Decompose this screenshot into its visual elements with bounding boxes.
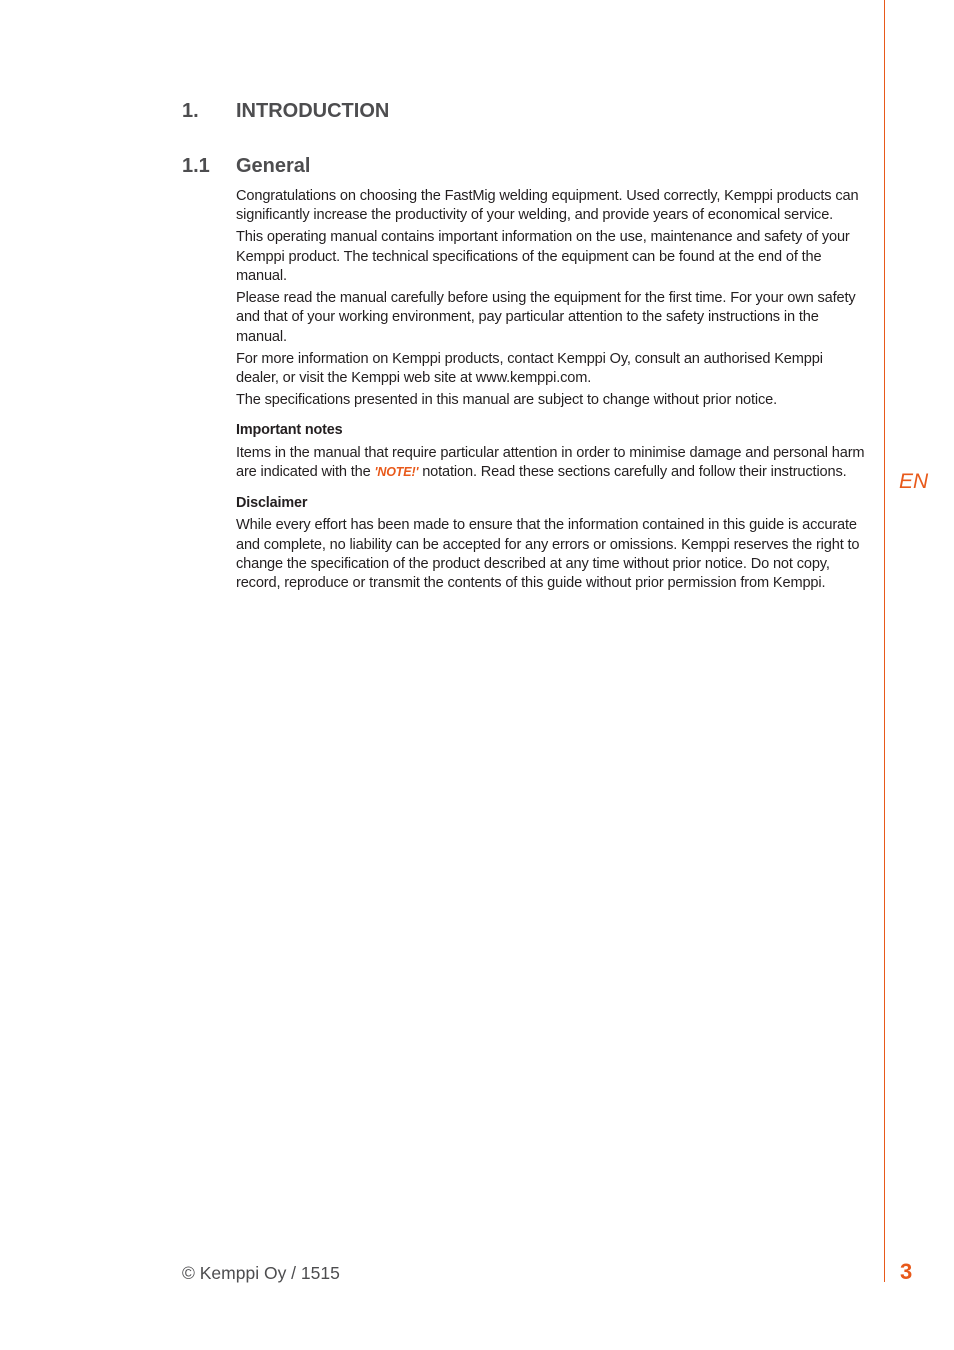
margin-rule <box>884 0 885 1282</box>
disclaimer-heading: Disclaimer <box>236 494 308 511</box>
paragraph: This operating manual contains important information on the use, maintenance and safety of your Kemppi product. The technical specifications of the equipment can be found at the end of the manual. <box>236 229 850 285</box>
disclaimer-paragraph: While every effort has been made to ensure that the information contained in this guide is accurate and complete, no liability can be accepted for any errors or omissions. Kemppi reserves the right to change the specification of the product described at any time without prior notice. Do not copy, record, reproduce or transmit the contents of this guide without prior permission from Kemppi. <box>236 517 860 592</box>
paragraph: For more information on Kemppi products, contact Kemppi Oy, consult an authorised Kemppi dealer, or visit the Kemppi web site at www.kemppi.com. <box>236 350 823 387</box>
important-notes-text-end: notation. Read these sections carefully and follow their instructions. <box>418 464 847 481</box>
subsection-number: 1.1 <box>182 155 210 177</box>
section-title: INTRODUCTION <box>236 100 390 122</box>
important-notes-text: Items in the manual that require particular attention in order to minimise damage and personal harm are indicated with the <box>236 444 865 481</box>
important-notes-heading: Important notes <box>236 422 343 439</box>
paragraph: The specifications presented in this manual are subject to change without prior notice. <box>236 392 778 409</box>
subsection-title: General <box>236 155 311 177</box>
important-notes-paragraph <box>236 444 866 483</box>
note-label: 'NOTE!' <box>374 465 419 480</box>
section-number: 1. <box>182 100 199 122</box>
page-number: 3 <box>900 1259 913 1284</box>
subsection-heading <box>182 155 310 178</box>
paragraph: Please read the manual carefully before using the equipment for the first time. For your own safety and that of your working environment, pay particular attention to the safety instructions in the manual. <box>236 290 856 345</box>
footer-copyright: © Kemppi Oy / 1515 <box>182 1263 340 1283</box>
body-content <box>236 187 866 596</box>
section-heading <box>182 100 389 123</box>
language-tab: EN <box>899 470 929 493</box>
paragraph: Congratulations on choosing the FastMig welding equipment. Used correctly, Kemppi products can significantly increase the productivity of your welding, and provide years of economical service. <box>236 188 859 224</box>
